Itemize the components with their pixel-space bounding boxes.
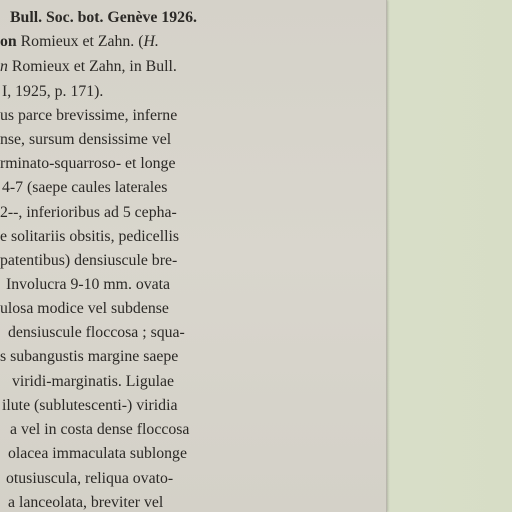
text-line-6: nse, sursum densissime vel (0, 131, 172, 148)
text-line-3-roman: Romieux et Zahn, in Bull. (7, 58, 177, 75)
text-line-16: viridi-marginatis. Ligulae (12, 373, 175, 390)
text-line-10: e solitariis obsitis, pedicellis (0, 228, 180, 245)
text-line-7: rminato-squarroso- et longe (0, 155, 176, 172)
text-line-2-italic: H. (143, 33, 159, 50)
text-line-11: patentibus) densiuscule bre- (0, 252, 178, 269)
text-line-17: ilute (sublutescenti-) viridia (2, 397, 178, 414)
text-line-8: 4-7 (saepe caules laterales (2, 179, 168, 196)
text-line-19: olacea immaculata sublonge (8, 445, 187, 462)
text-line-3 (0, 55, 177, 79)
text-line-2-roman: Romieux et Zahn. ( (16, 33, 144, 50)
text-line-12: Involucra 9-10 mm. ovata (6, 276, 171, 293)
text-line-18: a vel in costa dense floccosa (10, 421, 190, 438)
text-line-15: s subangustis margine saepe (0, 348, 179, 365)
text-line-1: Bull. Soc. bot. Genève 1926. (10, 9, 197, 26)
text-line-9: 2--, inferioribus ad 5 cepha- (0, 204, 177, 221)
text-line-3-italic: n (0, 58, 8, 75)
text-line-4: I, 1925, p. 171). (2, 83, 104, 100)
text-line-2 (0, 30, 159, 54)
text-line-13: ulosa modice vel subdense (0, 300, 169, 317)
text-line-5: us parce brevissime, inferne (0, 107, 178, 124)
text-line-14: densiuscule floccosa ; squa- (8, 324, 185, 341)
text-line-2-bold: on (0, 33, 17, 50)
text-line-20: otusiuscula, reliqua ovato- (6, 470, 174, 487)
text-line-21: a lanceolata, breviter vel (8, 494, 164, 511)
